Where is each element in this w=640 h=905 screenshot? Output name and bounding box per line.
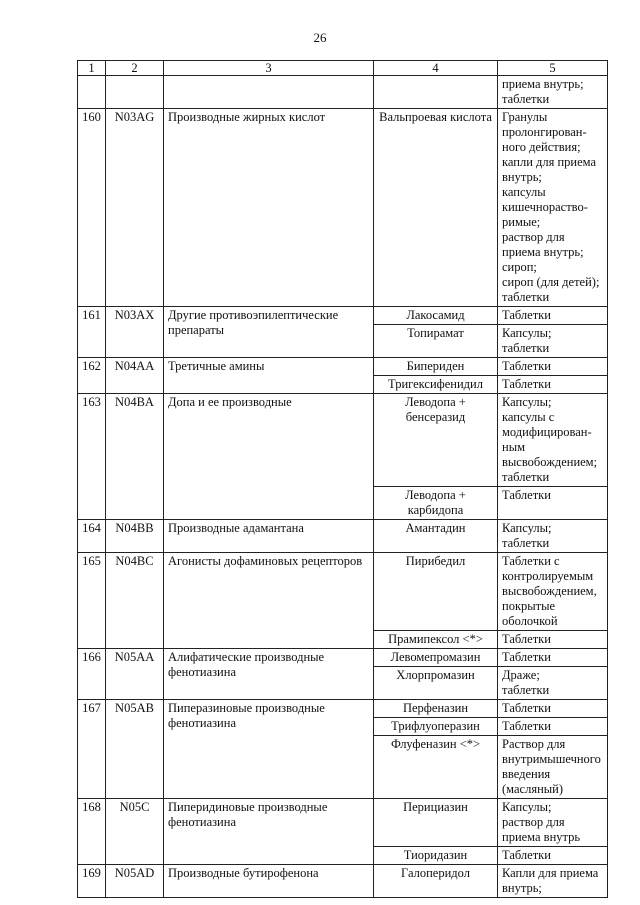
table-row <box>78 358 608 376</box>
dosage-form-line: таблетки <box>502 536 550 550</box>
dosage-form-line: капсулы <box>502 185 546 199</box>
dosage-form-line: Капсулы; <box>502 326 552 340</box>
dosage-form-line: Таблетки с <box>502 554 560 568</box>
dosage-form-line: (масляный) <box>502 782 564 796</box>
row-number: 160 <box>78 109 106 307</box>
drug-name: Флуфеназин <*> <box>374 736 498 799</box>
dosage-form-line: пролонгирован- <box>502 125 587 139</box>
dosage-forms <box>498 631 608 649</box>
drug-name: Трифлуоперазин <box>374 718 498 736</box>
header-row <box>78 61 608 76</box>
row-number: 169 <box>78 865 106 898</box>
drug-name: Амантадин <box>374 520 498 553</box>
row-number: 163 <box>78 394 106 520</box>
dosage-form-line: Раствор для <box>502 737 566 751</box>
drug-name: Тригексифенидил <box>374 376 498 394</box>
pharmacological-group: Производные адамантана <box>164 520 374 553</box>
row-number: 167 <box>78 700 106 799</box>
table-row <box>78 520 608 553</box>
dosage-form-line: сироп (для детей); <box>502 275 600 289</box>
drug-name: Леводопа + бенсеразид <box>374 394 498 487</box>
header-col-2: 2 <box>106 61 164 76</box>
dosage-form-line: раствор для <box>502 815 565 829</box>
dosage-forms <box>498 667 608 700</box>
row-number: 168 <box>78 799 106 865</box>
pharmacological-group: Пиперазиновые производные фенотиазина <box>164 700 374 799</box>
dosage-form-line: контролируемым <box>502 569 594 583</box>
atc-code: N04BA <box>106 394 164 520</box>
dosage-forms <box>498 520 608 553</box>
dosage-form-line: Таблетки <box>502 359 551 373</box>
row-number: 164 <box>78 520 106 553</box>
dosage-form-line: Таблетки <box>502 632 551 646</box>
dosage-forms <box>498 799 608 847</box>
dosage-forms <box>498 553 608 631</box>
dosage-form-line: ного действия; <box>502 140 581 154</box>
dosage-forms <box>498 109 608 307</box>
row-number: 162 <box>78 358 106 394</box>
drug-name: Хлорпромазин <box>374 667 498 700</box>
header-col-5: 5 <box>498 61 608 76</box>
dosage-form-line: таблетки <box>502 470 550 484</box>
pharmacological-group: Пиперидиновые производные фенотиазина <box>164 799 374 865</box>
dosage-form-line: таблетки <box>502 683 550 697</box>
dosage-form-line: ным <box>502 440 525 454</box>
dosage-form-line: капли для приема <box>502 155 597 169</box>
dosage-form-line: оболочкой <box>502 614 558 628</box>
drug-name: Галоперидол <box>374 865 498 898</box>
drug-name: Леводопа + карбидопа <box>374 487 498 520</box>
table-row <box>78 649 608 667</box>
dosage-form-line: Таблетки <box>502 701 551 715</box>
atc-code: N05C <box>106 799 164 865</box>
pharmacological-group: Производные бутирофенона <box>164 865 374 898</box>
dosage-form-line: Таблетки <box>502 650 551 664</box>
atc-code: N04BB <box>106 520 164 553</box>
dosage-form-line: Таблетки <box>502 377 551 391</box>
drug-name: Тиоридазин <box>374 847 498 865</box>
continuation-row <box>78 76 608 109</box>
dosage-form-line: Капсулы; <box>502 521 552 535</box>
dosage-form-line: Таблетки <box>502 719 551 733</box>
dosage-form-line: внутрь; <box>502 170 542 184</box>
atc-code: N04BC <box>106 553 164 649</box>
table-row <box>78 394 608 487</box>
dosage-form-line: капсулы с <box>502 410 555 424</box>
pharmacological-group: Третичные амины <box>164 358 374 394</box>
pharmacological-group: Другие противоэпилептические препараты <box>164 307 374 358</box>
dosage-forms <box>498 376 608 394</box>
dosage-forms <box>498 358 608 376</box>
dosage-forms <box>498 307 608 325</box>
dosage-form-line: приема внутрь; <box>502 245 584 259</box>
drug-name: Пирибедил <box>374 553 498 631</box>
dosage-forms <box>498 847 608 865</box>
row-number: 161 <box>78 307 106 358</box>
drug-name: Прамипексол <*> <box>374 631 498 649</box>
dosage-forms <box>498 325 608 358</box>
dosage-forms <box>498 865 608 898</box>
dosage-form-line: Таблетки <box>502 308 551 322</box>
dosage-forms <box>498 700 608 718</box>
page-number: 26 <box>313 30 327 45</box>
continuation-forms: приема внутрь; таблетки <box>498 76 608 109</box>
atc-code: N04AA <box>106 358 164 394</box>
atc-code: N05AB <box>106 700 164 799</box>
dosage-form-line: Таблетки <box>502 848 551 862</box>
row-number: 166 <box>78 649 106 700</box>
header-col-3: 3 <box>164 61 374 76</box>
row-number: 165 <box>78 553 106 649</box>
dosage-form-line: модифицирован- <box>502 425 592 439</box>
dosage-form-line: таблетки <box>502 341 550 355</box>
dosage-form-line: покрытые <box>502 599 556 613</box>
dosage-form-line: сироп; <box>502 260 537 274</box>
dosage-form-line: высвобождением, <box>502 584 597 598</box>
drug-table <box>77 60 608 898</box>
drug-name: Вальпроевая кислота <box>374 109 498 307</box>
dosage-form-line: Капли для приема <box>502 866 599 880</box>
table-row <box>78 307 608 325</box>
dosage-form-line: внутримышечного <box>502 752 601 766</box>
header-col-1: 1 <box>78 61 106 76</box>
dosage-form-line: таблетки <box>502 290 550 304</box>
dosage-form-line: Таблетки <box>502 488 551 502</box>
dosage-form-line: Драже; <box>502 668 540 682</box>
dosage-form-line: Гранулы <box>502 110 548 124</box>
atc-code: N03AX <box>106 307 164 358</box>
dosage-form-line: Капсулы; <box>502 395 552 409</box>
header-col-4: 4 <box>374 61 498 76</box>
dosage-form-line: введения <box>502 767 551 781</box>
drug-name: Перициазин <box>374 799 498 847</box>
dosage-form-line: римые; <box>502 215 541 229</box>
table-row <box>78 109 608 307</box>
dosage-form-line: приема внутрь <box>502 830 581 844</box>
dosage-form-line: высвобождением; <box>502 455 598 469</box>
dosage-forms <box>498 487 608 520</box>
table-row <box>78 553 608 631</box>
drug-name: Бипериден <box>374 358 498 376</box>
dosage-form-line: внутрь; <box>502 881 542 895</box>
dosage-forms <box>498 718 608 736</box>
table-row <box>78 700 608 718</box>
table-row <box>78 799 608 847</box>
dosage-forms <box>498 649 608 667</box>
dosage-forms <box>498 394 608 487</box>
drug-name: Лакосамид <box>374 307 498 325</box>
dosage-form-line: кишечнораство- <box>502 200 588 214</box>
drug-name: Топирамат <box>374 325 498 358</box>
dosage-forms <box>498 736 608 799</box>
atc-code: N05AD <box>106 865 164 898</box>
dosage-form-line: Капсулы; <box>502 800 552 814</box>
atc-code: N05AA <box>106 649 164 700</box>
pharmacological-group: Агонисты дофаминовых рецепторов <box>164 553 374 649</box>
drug-name: Перфеназин <box>374 700 498 718</box>
pharmacological-group: Производные жирных кислот <box>164 109 374 307</box>
drug-name: Левомепромазин <box>374 649 498 667</box>
dosage-form-line: раствор для <box>502 230 565 244</box>
pharmacological-group: Алифатические производные фенотиазина <box>164 649 374 700</box>
atc-code: N03AG <box>106 109 164 307</box>
table-row <box>78 865 608 898</box>
pharmacological-group: Допа и ее производные <box>164 394 374 520</box>
